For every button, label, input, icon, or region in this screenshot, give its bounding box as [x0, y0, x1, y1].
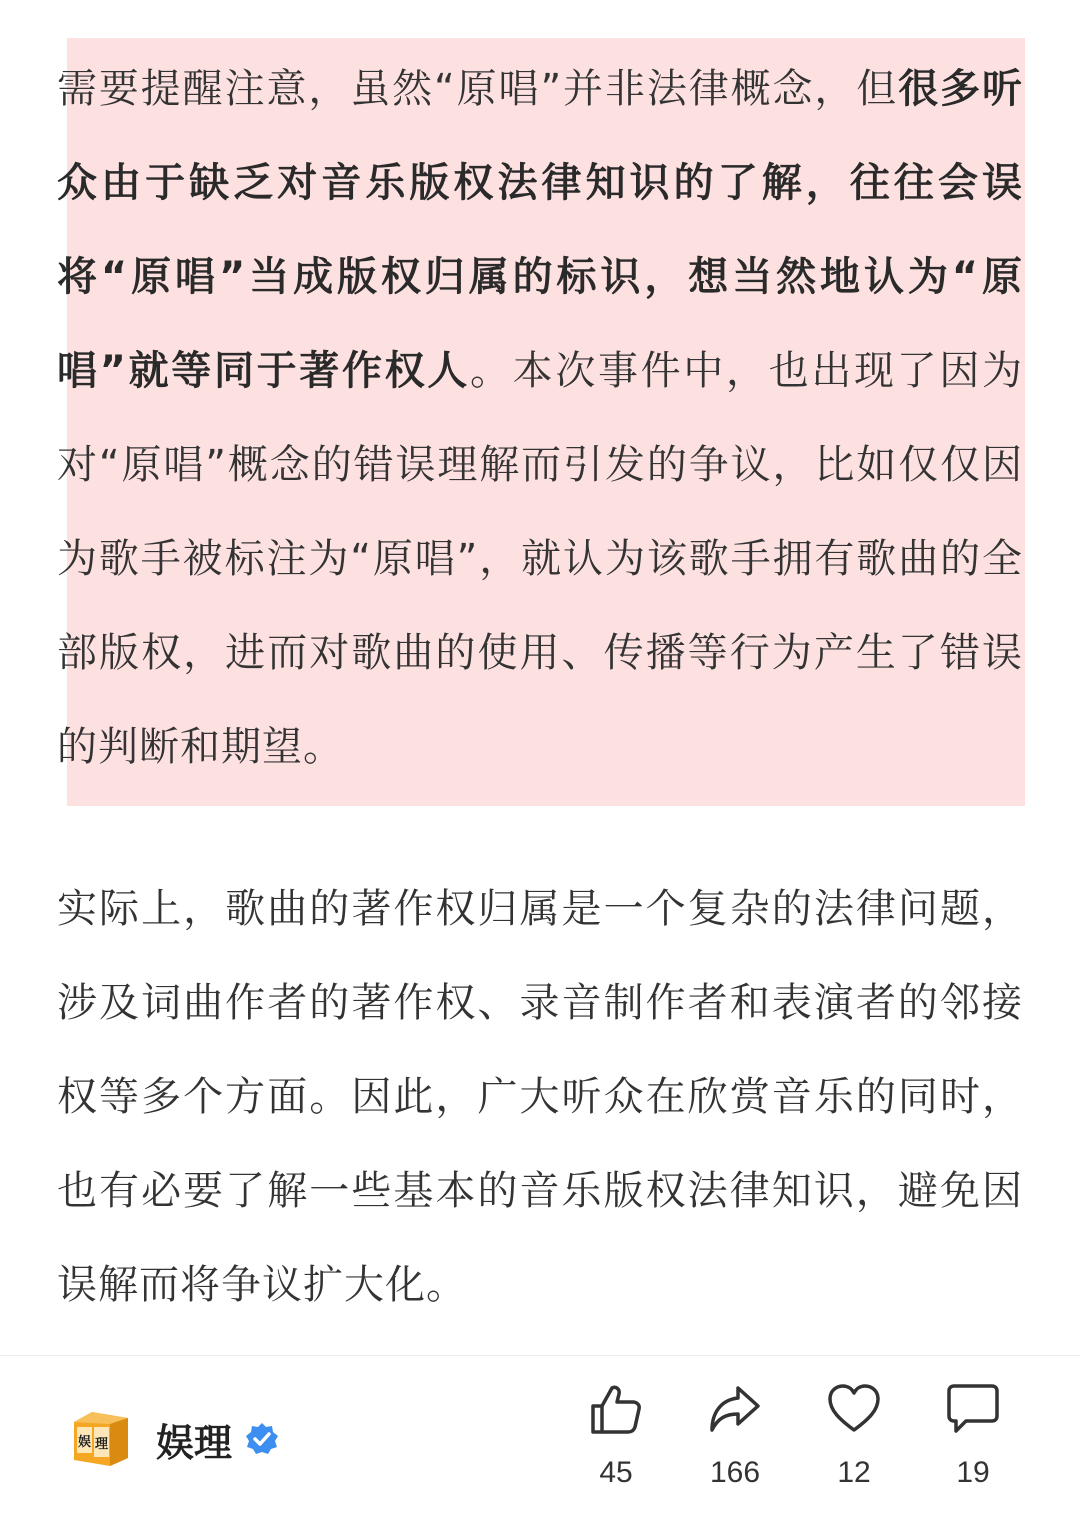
favorite-count: 12	[837, 1456, 871, 1489]
svg-text:娱: 娱	[77, 1435, 92, 1450]
favorite-button[interactable]	[804, 1380, 904, 1490]
author-name[interactable]: 娱理	[156, 1420, 233, 1465]
comment-bubble-icon	[944, 1380, 1002, 1438]
share-arrow-icon	[706, 1380, 764, 1438]
paragraph-text: 需要提醒注意，虽然“原唱”并非法律概念，但	[57, 66, 899, 112]
share-count: 166	[709, 1456, 761, 1489]
share-button[interactable]	[685, 1380, 785, 1490]
heart-icon	[825, 1380, 883, 1438]
thumbs-up-icon	[587, 1380, 645, 1438]
bold-emphasis-text: 很多听众由于缺乏对音乐版权法律知识的了解，往往会误将“原唱”当成版权归属的标识，想当然地认为“原唱”就等同于著作权人	[57, 66, 1024, 394]
comment-button[interactable]	[923, 1380, 1023, 1490]
like-count: 45	[599, 1456, 633, 1489]
comment-count: 19	[956, 1456, 990, 1489]
footer-divider	[0, 1355, 1080, 1356]
paragraph-text: 。本次事件中，也出现了因为对“原唱”概念的错误理解而引发的争议，比如仅仅因为歌手被标注为“原唱”，就认为该歌手拥有歌曲的全部版权，进而对歌曲的使用、传播等行为产生了错误的判断和期望。	[57, 348, 1024, 770]
article-paragraph-2: 实际上，歌曲的著作权归属是一个复杂的法律问题，涉及词曲作者的著作权、录音制作者和表演者的邻接权等多个方面。因此，广大听众在欣赏音乐的同时，也有必要了解一些基本的音乐版权法律知识，避免因误解而将争议扩大化。	[57, 886, 1023, 1308]
svg-text:理: 理	[94, 1437, 109, 1452]
like-button[interactable]	[566, 1380, 666, 1490]
article-paragraph-1	[57, 42, 1023, 794]
author-info[interactable]	[70, 1408, 280, 1470]
author-logo-icon[interactable]	[70, 1408, 132, 1470]
verified-badge-icon	[244, 1421, 280, 1457]
